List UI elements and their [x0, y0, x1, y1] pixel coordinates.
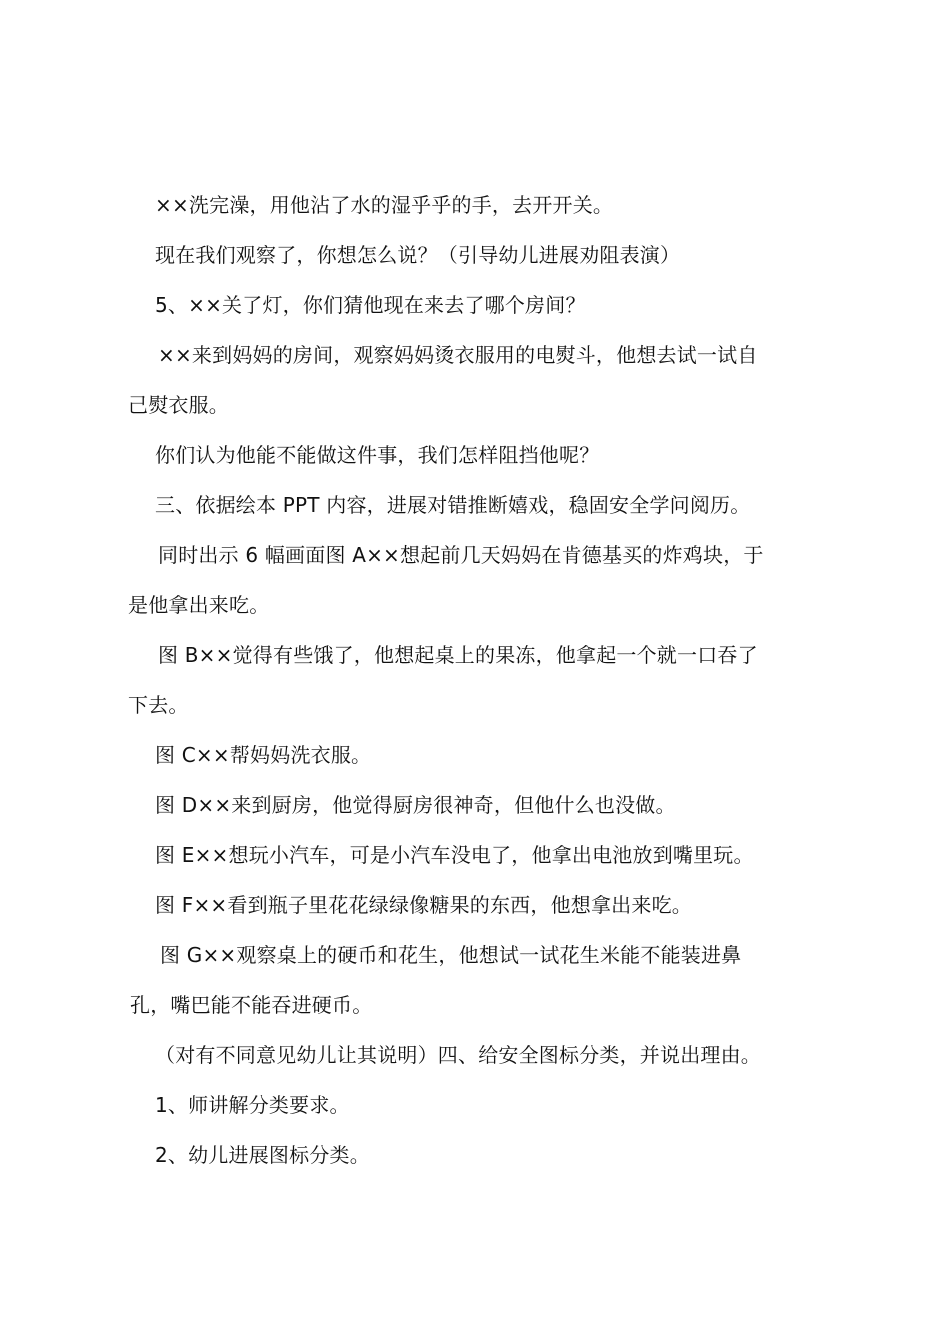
- paragraph-6: [155, 480, 750, 530]
- paragraph-line: ××来到妈妈的房间，观察妈妈烫衣服用的电熨斗，他想去试一试自: [158, 343, 758, 367]
- paragraph-16: [155, 1130, 370, 1180]
- paragraph-14: [155, 1030, 761, 1080]
- paragraph-15: [155, 1080, 350, 1130]
- paragraph-line: 图 C××帮妈妈洗衣服。: [155, 743, 372, 767]
- paragraph-line: 现在我们观察了，你想怎么说？（引导幼儿进展劝阻表演）: [155, 243, 681, 267]
- paragraph-line: 图 E××想玩小汽车，可是小汽车没电了，他拿出电池放到嘴里玩。: [155, 843, 754, 867]
- paragraph-9: [155, 730, 371, 780]
- paragraph-line: （对有不同意见幼儿让其说明）四、给安全图标分类，并说出理由。: [155, 1043, 761, 1067]
- paragraph-3: [155, 280, 586, 330]
- paragraph-line: 三、依据绘本 PPT 内容，进展对错推断嬉戏，稳固安全学问阅历。: [155, 493, 751, 517]
- paragraph-7: [128, 530, 868, 630]
- paragraph-line: ××洗完澡，用他沾了水的湿乎乎的手，去开开关。: [155, 193, 614, 217]
- paragraph-line: 同时出示 6 幅画面图 A××想起前几天妈妈在肯德基买的炸鸡块，于: [158, 543, 764, 567]
- paragraph-line: 孔，嘴巴能不能吞进硬币。: [130, 993, 373, 1017]
- paragraph-line: 是他拿出来吃。: [128, 593, 270, 617]
- paragraph-8: [128, 630, 868, 730]
- paragraph-line: 你们认为他能不能做这件事，我们怎样阻挡他呢？: [155, 443, 600, 467]
- paragraph-1: [155, 180, 613, 230]
- paragraph-13: [130, 930, 870, 1030]
- paragraph-line: 5、××关了灯，你们猜他现在来去了哪个房间？: [155, 293, 586, 317]
- paragraph-12: [155, 880, 692, 930]
- paragraph-line: 1、师讲解分类要求。: [155, 1093, 350, 1117]
- paragraph-line: 图 D××来到厨房，他觉得厨房很神奇，但他什么也没做。: [155, 793, 676, 817]
- paragraph-4: [128, 330, 868, 430]
- paragraph-line: 图 G××观察桌上的硬币和花生，他想试一试花生米能不能装进鼻: [160, 943, 742, 967]
- paragraph-line: 图 B××觉得有些饿了，他想起桌上的果冻，他拿起一个就一口吞了: [158, 643, 758, 667]
- paragraph-line: 2、幼儿进展图标分类。: [155, 1143, 370, 1167]
- paragraph-line: 己熨衣服。: [128, 393, 229, 417]
- paragraph-line: 图 F××看到瓶子里花花绿绿像糖果的东西，他想拿出来吃。: [155, 893, 692, 917]
- paragraph-5: [155, 430, 599, 480]
- paragraph-11: [155, 830, 754, 880]
- paragraph-10: [155, 780, 676, 830]
- paragraph-2: [155, 230, 680, 280]
- paragraph-line: 下去。: [128, 693, 189, 717]
